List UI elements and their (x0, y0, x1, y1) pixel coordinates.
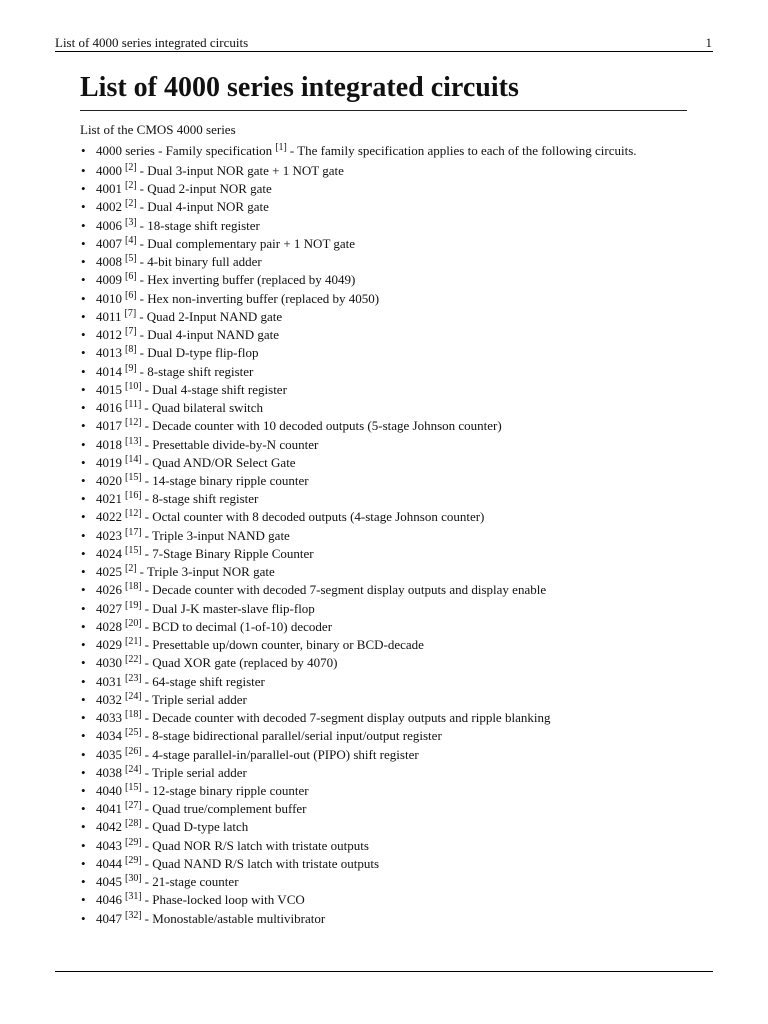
reference-marker: [28] (125, 818, 142, 830)
part-description: - Quad NOR R/S latch with tristate outputs (144, 837, 369, 853)
part-number: 4013 (96, 345, 122, 361)
circuit-item (80, 271, 720, 289)
reference-marker: [12] (125, 508, 142, 520)
circuit-item (80, 727, 720, 745)
circuit-item (80, 782, 720, 800)
reference-marker: [4] (125, 234, 137, 246)
reference-marker: [10] (125, 380, 142, 392)
part-description: - Dual J-K master-slave flip-flop (144, 600, 315, 616)
circuit-item (80, 910, 720, 928)
page-number: 1 (705, 35, 712, 50)
part-number: 4040 (96, 782, 122, 798)
reference-marker: [3] (125, 216, 137, 228)
reference-marker: [24] (125, 763, 142, 775)
part-description: - Quad bilateral switch (144, 400, 264, 416)
part-description: - 8-stage shift register (139, 363, 254, 379)
part-description: - 64-stage shift register (144, 673, 265, 689)
part-description: - Triple 3-input NAND gate (144, 527, 290, 543)
part-description: - Octal counter with 8 decoded outputs (4-stage Johnson counter) (144, 509, 485, 525)
footer-rule (55, 971, 713, 972)
circuit-item (80, 454, 720, 472)
part-number: 4031 (96, 673, 122, 689)
part-description: - 7-Stage Binary Ripple Counter (144, 545, 314, 561)
reference-marker: [11] (125, 399, 142, 411)
part-number: 4038 (96, 764, 122, 780)
reference-marker: [30] (125, 873, 142, 885)
part-description: - Dual 3-input NOR gate + 1 NOT gate (139, 163, 344, 178)
part-number: 4024 (96, 545, 122, 561)
circuit-item (80, 326, 720, 344)
part-number: 4016 (96, 400, 122, 416)
part-description: - Triple serial adder (144, 764, 247, 780)
part-number: 4018 (96, 436, 122, 452)
part-number: 4042 (96, 819, 122, 835)
part-description: - Decade counter with decoded 7-segment display outputs and display enable (144, 582, 547, 598)
circuit-item (80, 198, 720, 216)
circuit-item (80, 746, 720, 764)
reference-marker: [16] (125, 490, 142, 502)
part-number: 4008 (96, 254, 122, 270)
part-description: - Phase-locked loop with VCO (144, 892, 305, 908)
circuit-item (80, 600, 720, 618)
circuit-item (80, 344, 720, 362)
part-description: - 4-stage parallel-in/parallel-out (PIPO) shift register (144, 746, 419, 762)
part-number: 4028 (96, 618, 122, 634)
reference-marker: [29] (125, 854, 142, 866)
running-header-title: List of 4000 series integrated circuits (55, 35, 249, 50)
reference-marker: [19] (125, 599, 142, 611)
part-description: - 4-bit binary full adder (139, 254, 262, 270)
part-number: 4032 (96, 691, 122, 707)
part-description: - Quad AND/OR Select Gate (144, 454, 296, 470)
part-number: 4020 (96, 472, 122, 488)
part-number: 4007 (96, 235, 122, 251)
circuit-item (80, 837, 720, 855)
circuit-item (80, 800, 720, 818)
part-description: - Dual 4-input NOR gate (139, 199, 269, 215)
part-description: - 18-stage shift register (139, 217, 260, 233)
circuit-item (80, 691, 720, 709)
circuit-item (80, 764, 720, 782)
part-number: 4034 (96, 728, 122, 744)
part-number: 4019 (96, 454, 122, 470)
part-number: 4011 (96, 308, 122, 324)
part-description: - Decade counter with decoded 7-segment display outputs and ripple blanking (144, 710, 551, 726)
part-number: 4046 (96, 892, 122, 908)
circuit-list (80, 162, 720, 928)
reference-marker: [7] (124, 307, 137, 319)
part-number: 4041 (96, 801, 122, 817)
part-description: - 12-stage binary ripple counter (144, 782, 309, 798)
circuit-item (80, 490, 720, 508)
reference-marker: [20] (125, 617, 142, 629)
reference-marker: [9] (125, 362, 137, 374)
circuit-item (80, 472, 720, 490)
circuit-item (80, 363, 720, 381)
part-number: 4021 (96, 491, 122, 507)
part-description: - Dual 4-input NAND gate (139, 327, 280, 343)
reference-marker: [24] (125, 690, 142, 702)
part-description: - Dual complementary pair + 1 NOT gate (139, 235, 356, 251)
reference-marker: [2] (125, 563, 137, 575)
part-number: 4014 (96, 363, 122, 379)
part-number: 4033 (96, 710, 122, 726)
reference-marker: [15] (125, 781, 142, 793)
part-number: 4043 (96, 837, 122, 853)
circuit-item (80, 618, 720, 636)
circuit-item (80, 709, 720, 727)
article-title: List of 4000 series integrated circuits (80, 72, 519, 103)
part-number: 4010 (96, 290, 122, 306)
reference-marker: [6] (125, 271, 137, 283)
part-number: 4029 (96, 637, 122, 653)
part-description: - Decade counter with 10 decoded outputs (5-stage Johnson counter) (144, 418, 502, 434)
reference-marker: [15] (125, 471, 142, 483)
part-number: 4015 (96, 381, 122, 397)
part-number: 4000 (96, 163, 122, 178)
part-description: - Triple 3-input NOR gate (139, 564, 275, 580)
circuit-item (80, 162, 720, 180)
family-spec-item (80, 142, 720, 160)
reference-marker: [32] (125, 909, 142, 921)
circuit-item (80, 563, 720, 581)
part-number: 4030 (96, 655, 122, 671)
circuit-item (80, 180, 720, 198)
circuit-item (80, 381, 720, 399)
part-number: 4027 (96, 600, 122, 616)
part-number: 4000 series - Family specification (96, 143, 273, 158)
part-description: - Monostable/astable multivibrator (144, 910, 326, 926)
circuit-item (80, 217, 720, 235)
circuit-item (80, 399, 720, 417)
part-description: - The family specification applies to each of the following circuits. (289, 143, 637, 158)
circuit-item (80, 673, 720, 691)
reference-marker: [22] (125, 654, 142, 666)
part-description: - Quad NAND R/S latch with tristate outputs (144, 855, 380, 871)
circuit-item (80, 654, 720, 672)
part-description: - Presettable up/down counter, binary or BCD-decade (144, 637, 424, 653)
circuit-item (80, 581, 720, 599)
part-number: 4002 (96, 199, 122, 215)
circuit-item (80, 235, 720, 253)
family-spec-list (80, 142, 720, 160)
circuit-item (80, 636, 720, 654)
circuit-item (80, 436, 720, 454)
reference-marker: [5] (125, 253, 137, 265)
reference-marker: [27] (125, 800, 142, 812)
circuit-item (80, 508, 720, 526)
reference-marker: [31] (125, 891, 142, 903)
part-description: - BCD to decimal (1-of-10) decoder (144, 618, 333, 634)
part-number: 4022 (96, 509, 122, 525)
part-description: - Quad XOR gate (replaced by 4070) (144, 655, 338, 671)
reference-marker: [1] (275, 142, 287, 153)
reference-marker: [14] (125, 453, 142, 465)
part-number: 4026 (96, 582, 122, 598)
reference-marker: [6] (125, 289, 137, 301)
circuit-item (80, 417, 720, 435)
circuit-item (80, 873, 720, 891)
part-number: 4047 (96, 910, 122, 926)
circuit-item (80, 818, 720, 836)
part-description: - Quad 2-Input NAND gate (139, 308, 283, 324)
intro-text: List of the CMOS 4000 series (80, 122, 236, 137)
part-description: - Hex inverting buffer (replaced by 4049) (139, 272, 356, 288)
reference-marker: [2] (125, 198, 137, 210)
reference-marker: [23] (125, 672, 142, 684)
part-number: 4045 (96, 874, 122, 890)
reference-marker: [2] (125, 180, 137, 192)
part-description: - 8-stage bidirectional parallel/serial input/output register (144, 728, 442, 744)
part-description: - Dual D-type flip-flop (139, 345, 259, 361)
reference-marker: [15] (125, 544, 142, 556)
part-number: 4012 (96, 327, 122, 343)
reference-marker: [12] (125, 417, 142, 429)
reference-marker: [26] (125, 745, 142, 757)
part-description: - Dual 4-stage shift register (144, 381, 287, 397)
title-rule (80, 110, 687, 111)
part-description: - Presettable divide-by-N counter (144, 436, 319, 452)
part-number: 4025 (96, 564, 122, 580)
circuit-item (80, 855, 720, 873)
reference-marker: [29] (125, 836, 142, 848)
reference-marker: [13] (125, 435, 142, 447)
circuit-item (80, 290, 720, 308)
reference-marker: [7] (125, 326, 137, 338)
part-description: - 14-stage binary ripple counter (144, 472, 309, 488)
circuit-item (80, 545, 720, 563)
part-number: 4001 (96, 181, 122, 197)
circuit-item (80, 527, 720, 545)
part-description: - Quad true/complement buffer (144, 801, 307, 817)
reference-marker: [25] (125, 727, 142, 739)
part-number: 4023 (96, 527, 122, 543)
circuit-item (80, 891, 720, 909)
part-description: - 21-stage counter (144, 874, 239, 890)
reference-marker: [21] (125, 636, 142, 648)
circuit-item (80, 308, 720, 326)
circuit-item (80, 253, 720, 271)
reference-marker: [18] (125, 581, 142, 593)
reference-marker: [8] (125, 344, 137, 356)
part-number: 4006 (96, 217, 122, 233)
part-description: - Quad D-type latch (144, 819, 249, 835)
part-description: - Triple serial adder (144, 691, 247, 707)
part-number: 4035 (96, 746, 122, 762)
part-description: - Quad 2-input NOR gate (139, 181, 272, 197)
part-description: - Hex non-inverting buffer (replaced by 4050) (139, 290, 380, 306)
part-number: 4009 (96, 272, 122, 288)
part-number: 4044 (96, 855, 122, 871)
part-number: 4017 (96, 418, 122, 434)
header-rule (55, 51, 713, 52)
reference-marker: [18] (125, 709, 142, 721)
part-description: - 8-stage shift register (144, 491, 259, 507)
reference-marker: [17] (125, 526, 142, 538)
reference-marker: [2] (125, 162, 137, 173)
